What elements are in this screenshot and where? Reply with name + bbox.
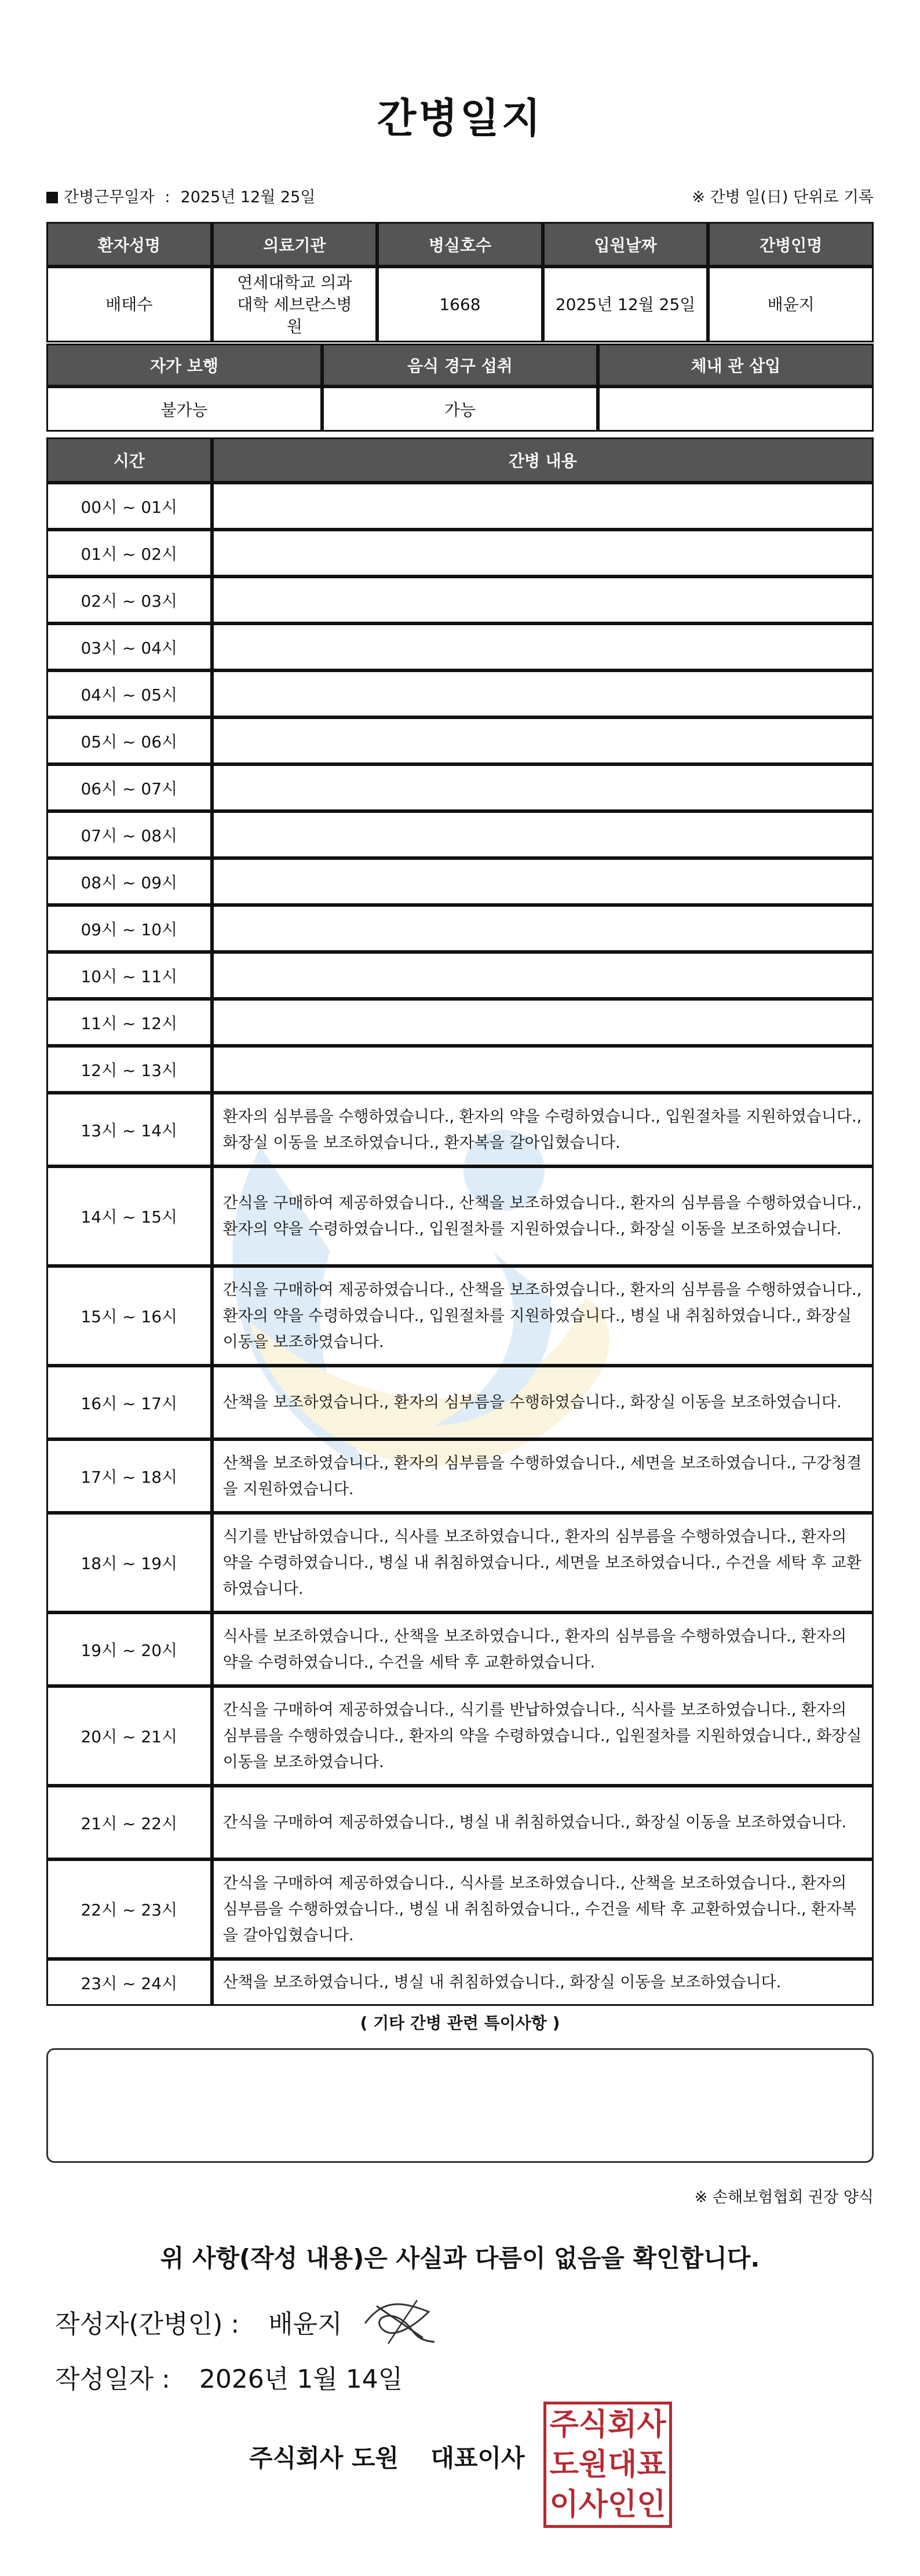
log-time: 22시 ~ 23시	[46, 1859, 212, 1959]
write-date-line	[55, 2358, 403, 2395]
log-time: 17시 ~ 18시	[46, 1439, 212, 1513]
log-time: 18시 ~ 19시	[46, 1513, 212, 1612]
record-unit-note: ※ 간병 일(日) 단위로 기록	[692, 188, 874, 206]
work-date-label: 간병근무일자	[64, 188, 155, 206]
recommend-note: ※ 손해보험협회 권장 양식	[694, 2188, 874, 2206]
special-notes-title: ( 기타 간병 관련 특이사항 )	[360, 2013, 560, 2033]
log-row	[46, 858, 874, 905]
signature-mark	[359, 2289, 440, 2347]
seal-text-row: 주식회사	[549, 2406, 666, 2442]
log-content	[212, 999, 874, 1046]
log-time: 07시 ~ 08시	[46, 811, 212, 858]
log-header-time: 시간	[46, 437, 212, 483]
log-row	[46, 1166, 874, 1266]
log-row	[46, 1859, 874, 1959]
log-row	[46, 1686, 874, 1786]
log-content	[212, 858, 874, 905]
oral-intake-value: 가능	[322, 386, 598, 432]
log-time: 13시 ~ 14시	[46, 1093, 212, 1166]
writer-label: 작성자(간병인) :	[55, 2309, 240, 2339]
log-time: 21시 ~ 22시	[46, 1786, 212, 1859]
square-bullet-icon	[46, 192, 58, 203]
log-content: 간식을 구매하여 제공하였습니다., 산책을 보조하였습니다., 환자의 심부름을 수행하였습니다., 환자의 약을 수령하였습니다., 입원절차를 지원하였습니다., 병실 내 취침하였습니다., 화장실 이동을 보조하였습니다.	[212, 1266, 874, 1366]
care-header: 자가 보행	[46, 344, 322, 386]
log-content	[212, 905, 874, 952]
log-time: 11시 ~ 12시	[46, 999, 212, 1046]
log-row	[46, 1959, 874, 2006]
log-row	[46, 483, 874, 530]
log-time: 00시 ~ 01시	[46, 483, 212, 530]
log-content: 간식을 구매하여 제공하였습니다., 병실 내 취침하였습니다., 화장실 이동을 보조하였습니다.	[212, 1786, 874, 1859]
log-content	[212, 811, 874, 858]
writer-line	[55, 2303, 342, 2340]
log-row	[46, 1513, 874, 1612]
work-date	[46, 184, 315, 207]
log-time: 10시 ~ 11시	[46, 952, 212, 999]
log-content	[212, 952, 874, 999]
log-time: 14시 ~ 15시	[46, 1166, 212, 1266]
log-time: 05시 ~ 06시	[46, 717, 212, 764]
log-content	[212, 577, 874, 623]
company-signatory	[249, 2439, 525, 2474]
company-title: 대표이사	[430, 2444, 525, 2472]
log-row	[46, 1612, 874, 1686]
hospital-name: 연세대학교 의과대학 세브란스병원	[212, 267, 378, 342]
patient-header: 간병인명	[708, 222, 874, 267]
admission-date: 2025년 12월 25일	[543, 267, 709, 342]
patient-header: 환자성명	[46, 222, 212, 267]
log-content: 환자의 심부름을 수행하였습니다., 환자의 약을 수령하였습니다., 입원절차를 지원하였습니다., 화장실 이동을 보조하였습니다., 환자복을 갈아입혔습니다.	[212, 1093, 874, 1166]
writer-name: 배윤지	[268, 2309, 342, 2339]
log-row	[46, 811, 874, 858]
patient-header: 의료기관	[212, 222, 378, 267]
special-notes-box	[46, 2048, 874, 2163]
log-row	[46, 530, 874, 577]
log-time: 09시 ~ 10시	[46, 905, 212, 952]
company-seal-stamp	[543, 2402, 672, 2528]
log-time: 01시 ~ 02시	[46, 530, 212, 577]
log-row	[46, 1046, 874, 1093]
caregiver-name: 배윤지	[708, 267, 874, 342]
meta-row	[46, 184, 874, 207]
log-row	[46, 1366, 874, 1439]
patient-header: 병실호수	[377, 222, 543, 267]
log-row	[46, 1439, 874, 1513]
log-time: 15시 ~ 16시	[46, 1266, 212, 1366]
log-row	[46, 670, 874, 717]
room-number: 1668	[377, 267, 543, 342]
log-content: 산책을 보조하였습니다., 병실 내 취침하였습니다., 화장실 이동을 보조하였습니다.	[212, 1959, 874, 2006]
seal-text-row: 이사인인	[549, 2487, 666, 2523]
log-time: 03시 ~ 04시	[46, 623, 212, 670]
write-date-label: 작성일자 :	[55, 2365, 170, 2394]
log-row	[46, 764, 874, 811]
company-name: 주식회사 도원	[249, 2444, 399, 2472]
log-content: 식기를 반납하였습니다., 식사를 보조하였습니다., 환자의 심부름을 수행하였습니다., 환자의 약을 수령하였습니다., 병실 내 취침하였습니다., 세면을 보조하였습니다., 수건을 세탁 후 교환하였습니다.	[212, 1513, 874, 1612]
patient-header: 입원날짜	[543, 222, 709, 267]
log-content: 산책을 보조하였습니다., 환자의 심부름을 수행하였습니다., 화장실 이동을 보조하였습니다.	[212, 1366, 874, 1439]
log-row	[46, 623, 874, 670]
seal-text-row: 도원대표	[549, 2446, 666, 2482]
log-row	[46, 717, 874, 764]
log-content	[212, 764, 874, 811]
log-row	[46, 905, 874, 952]
log-content: 간식을 구매하여 제공하였습니다., 산책을 보조하였습니다., 환자의 심부름을 수행하였습니다., 환자의 약을 수령하였습니다., 입원절차를 지원하였습니다., 화장실 이동을 보조하였습니다.	[212, 1166, 874, 1266]
work-date-value: 2025년 12월 25일	[180, 188, 316, 206]
log-content: 간식을 구매하여 제공하였습니다., 식사를 보조하였습니다., 산책을 보조하였습니다., 환자의 심부름을 수행하였습니다., 병실 내 취침하였습니다., 수건을 세탁 후 교환하였습니다., 환자복을 갈아입혔습니다.	[212, 1859, 874, 1959]
patient-info-table	[46, 222, 874, 342]
log-time: 08시 ~ 09시	[46, 858, 212, 905]
log-time: 12시 ~ 13시	[46, 1046, 212, 1093]
log-row	[46, 577, 874, 623]
log-header-content: 간병 내용	[212, 437, 874, 483]
log-content	[212, 483, 874, 530]
log-content: 식사를 보조하였습니다., 산책을 보조하였습니다., 환자의 심부름을 수행하였습니다., 환자의 약을 수령하였습니다., 수건을 세탁 후 교환하였습니다.	[212, 1612, 874, 1686]
log-content	[212, 530, 874, 577]
log-time: 16시 ~ 17시	[46, 1366, 212, 1439]
log-row	[46, 952, 874, 999]
log-content: 간식을 구매하여 제공하였습니다., 식기를 반납하였습니다., 식사를 보조하였습니다., 환자의 심부름을 수행하였습니다., 환자의 약을 수령하였습니다., 입원절차를 지원하였습니다., 화장실 이동을 보조하였습니다.	[212, 1686, 874, 1786]
log-content	[212, 717, 874, 764]
log-row	[46, 999, 874, 1046]
log-content	[212, 670, 874, 717]
tube-insertion-value	[598, 386, 874, 432]
log-row	[46, 1786, 874, 1859]
walking-value: 불가능	[46, 386, 322, 432]
care-status-table	[46, 344, 874, 432]
log-time: 20시 ~ 21시	[46, 1686, 212, 1786]
log-content: 산책을 보조하였습니다., 환자의 심부름을 수행하였습니다., 세면을 보조하였습니다., 구강청결을 지원하였습니다.	[212, 1439, 874, 1513]
patient-name: 배태수	[46, 267, 212, 342]
log-row	[46, 1266, 874, 1366]
log-time: 02시 ~ 03시	[46, 577, 212, 623]
log-row	[46, 1093, 874, 1166]
write-date-value: 2026년 1월 14일	[199, 2365, 403, 2394]
work-date-sep: :	[165, 188, 170, 206]
log-content	[212, 623, 874, 670]
confirmation-statement: 위 사항(작성 내용)은 사실과 다름이 없음을 확인합니다.	[160, 2244, 760, 2272]
page-title: 간병일지	[377, 94, 543, 142]
care-header: 체내 관 삽입	[598, 344, 874, 386]
log-time: 19시 ~ 20시	[46, 1612, 212, 1686]
log-time: 04시 ~ 05시	[46, 670, 212, 717]
log-content	[212, 1046, 874, 1093]
log-time: 06시 ~ 07시	[46, 764, 212, 811]
care-header: 음식 경구 섭취	[322, 344, 598, 386]
log-time: 23시 ~ 24시	[46, 1959, 212, 2006]
hourly-log-table	[46, 437, 874, 2006]
